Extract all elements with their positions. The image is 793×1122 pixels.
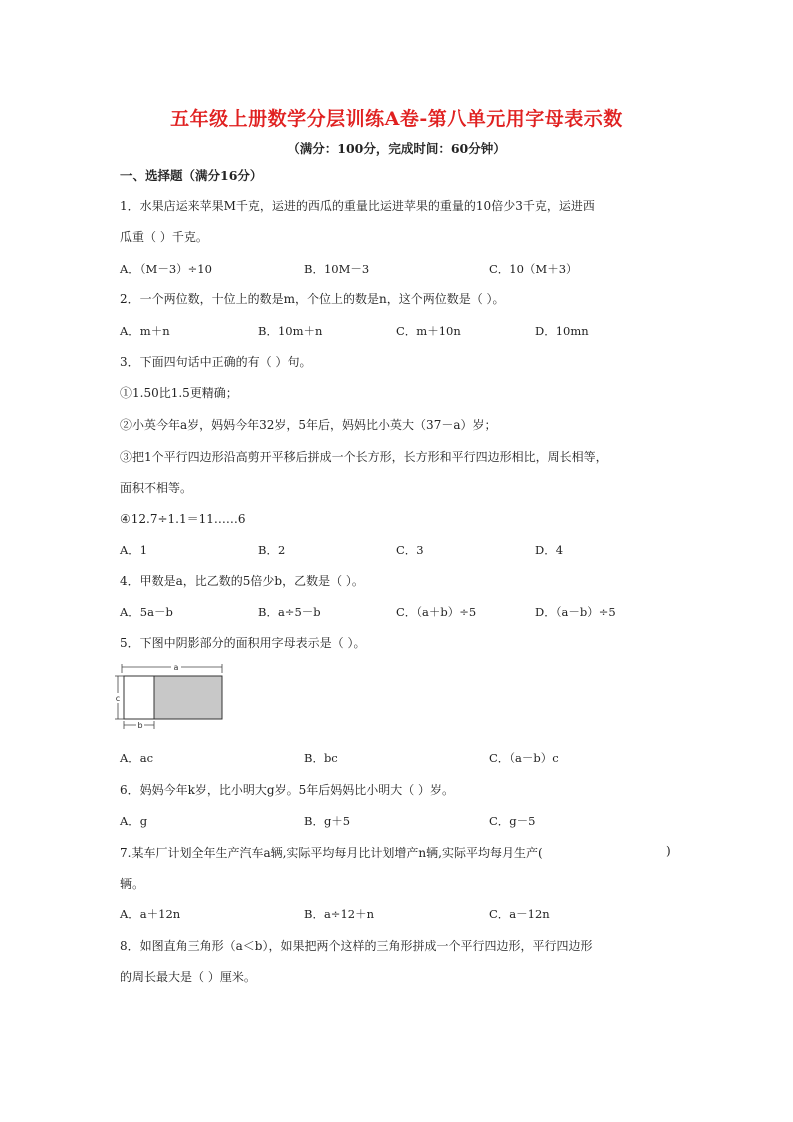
q6-text: 6．妈妈今年k岁，比小明大g岁。5年后妈妈比小明大（ ）岁。 — [120, 783, 455, 797]
section-title: 一、选择题（满分16分） — [120, 168, 263, 183]
q3-option-c: C．3 — [396, 543, 424, 557]
q5-option-b: B．bc — [304, 751, 338, 765]
q7-option-a: A．a＋12n — [120, 907, 181, 921]
q3-statement-3-line1: ③把1个平行四边形沿高剪开平移后拼成一个长方形，长方形和平行四边形相比，周长相等， — [120, 450, 608, 464]
q7-option-c: C．a－12n — [489, 907, 550, 921]
q4-option-d: D．（a－b）÷5 — [535, 605, 616, 619]
q1-option-b: B．10M－3 — [304, 262, 370, 276]
q4-option-a: A．5a－b — [120, 605, 173, 619]
q6-option-b: B．g＋5 — [304, 814, 351, 828]
q3-option-a: A．1 — [120, 543, 148, 557]
q7-bracket-close: ) — [666, 844, 671, 858]
q2-text: 2．一个两位数，十位上的数是m，个位上的数是n，这个两位数是（ ）。 — [120, 292, 505, 306]
q6-option-c: C．g－5 — [489, 814, 536, 828]
q7-text-line1: 7.某车厂计划全年生产汽车a辆,实际平均每月比计划增产n辆,实际平均每月生产( — [120, 846, 543, 860]
label-c: c — [115, 694, 121, 703]
page-title: 五年级上册数学分层训练A卷-第八单元用字母表示数 — [170, 108, 623, 130]
q5-rectangle-figure — [113, 662, 229, 730]
q4-option-c: C．（a＋b）÷5 — [396, 605, 477, 619]
q2-option-d: D．10mn — [535, 324, 589, 338]
q7-option-b: B．a÷12＋n — [304, 907, 374, 921]
q3-option-d: D．4 — [535, 543, 564, 557]
q4-text: 4．甲数是a，比乙数的5倍少b，乙数是（ ）。 — [120, 574, 364, 588]
q3-statement-4: ④12.7÷1.1＝11……6 — [120, 512, 246, 526]
shaded-area — [154, 676, 222, 719]
label-a: a — [173, 663, 179, 672]
q6-option-a: A．g — [120, 814, 148, 828]
q8-text-line2: 的周长最大是（ ）厘米。 — [120, 970, 256, 984]
q3-statement-1: ①1.50比1.5更精确； — [120, 386, 238, 400]
q5-option-c: C．（a－b）c — [489, 751, 559, 765]
q2-option-c: C．m＋10n — [396, 324, 461, 338]
q1-text-line1: 1．水果店运来苹果M千克，运进的西瓜的重量比运进苹果的重量的10倍少3千克，运进西 — [120, 199, 595, 213]
page-subtitle: （满分：100分，完成时间：60分钟） — [287, 141, 506, 156]
q3-text: 3．下面四句话中正确的有（ ）句。 — [120, 355, 312, 369]
q3-statement-2: ②小英今年a岁，妈妈今年32岁，5年后，妈妈比小英大（37－a）岁； — [120, 418, 497, 432]
q5-text: 5．下图中阴影部分的面积用字母表示是（ ）。 — [120, 636, 366, 650]
q1-text-line2: 瓜重（ ）千克。 — [120, 230, 208, 244]
q5-option-a: A．ac — [120, 751, 154, 765]
q2-option-b: B．10m＋n — [258, 324, 323, 338]
q7-text-line2: 辆。 — [120, 877, 145, 891]
label-b: b — [137, 721, 143, 730]
q2-option-a: A．m＋n — [120, 324, 170, 338]
q1-option-a: A．（M－3）÷10 — [120, 262, 212, 276]
q1-option-c: C．10（M＋3） — [489, 262, 578, 276]
q3-statement-3-line2: 面积不相等。 — [120, 481, 193, 495]
q4-option-b: B．a÷5－b — [258, 605, 321, 619]
q8-text-line1: 8．如图直角三角形（a＜b），如果把两个这样的三角形拼成一个平行四边形，平行四边形 — [120, 939, 593, 953]
q3-option-b: B．2 — [258, 543, 286, 557]
